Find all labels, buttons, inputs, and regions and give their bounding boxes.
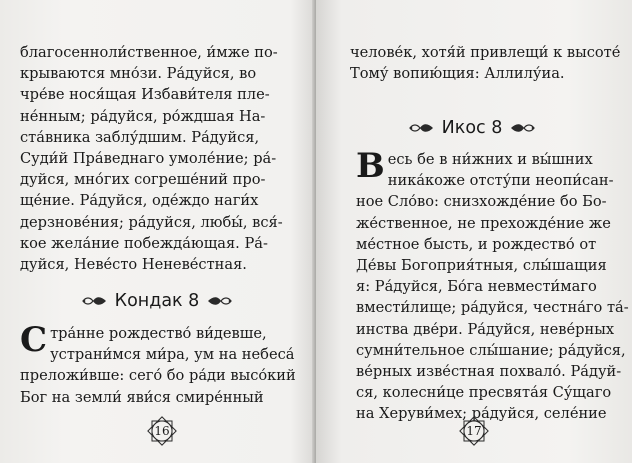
text-line: Бог на земли́ яви́ся смире́нный <box>20 388 264 406</box>
text-line: кое жела́ние побежда́ющая. Ра́- <box>20 234 268 252</box>
text-line: есь бе в ни́жних и вы́шних <box>387 151 593 168</box>
text-line: Тому́ вопию́щия: Аллилу́иа. <box>350 65 565 83</box>
text-line: ве́рных изве́стная похвало́. Ра́дуй- <box>356 362 622 380</box>
text-line: дерзнове́ния; ра́дуйся, любы́, вся́- <box>20 213 283 231</box>
text-line: преложи́вше: сего́ бо ра́ди высо́кий <box>20 367 296 385</box>
page-number-badge <box>457 414 491 448</box>
text-line: ме́стное бысть, и рождество́ от <box>356 235 597 253</box>
text-line: ще́ние. Ра́дуйся, оде́ждо наги́х <box>20 192 259 210</box>
text-line: дуйся, мно́гих согреше́ний про- <box>20 171 266 189</box>
right-ornament-icon <box>510 121 536 135</box>
text-line: я: Ра́дуйся, Бо́га невмести́маго <box>356 278 597 296</box>
left-ornament-icon <box>408 121 434 135</box>
ikos-title: Икос 8 <box>441 118 503 138</box>
right-text-bottom <box>356 146 629 424</box>
text-line: ся, колесни́це пресвята́я Су́щаго <box>356 384 612 402</box>
left-text-bottom <box>20 320 304 408</box>
page-number: 17 <box>466 424 482 438</box>
text-line: на Херуви́мех; ра́дуйся, селе́ние <box>356 405 607 423</box>
text-line: ное Сло́во: снизхожде́ние бо Бо- <box>356 193 607 211</box>
text-line: челове́к, хотя́й привлещи́ к высоте́ <box>350 44 621 61</box>
dropcap: С <box>20 320 48 360</box>
left-ornament-icon <box>81 294 107 308</box>
text-line: ста́вника заблу́дшим. Ра́дуйся, <box>20 128 260 146</box>
ikos-heading <box>390 115 554 141</box>
text-line: тра́нне рождество́ ви́девше, <box>50 325 267 342</box>
page-number-badge <box>145 414 179 448</box>
kondak-heading <box>72 288 242 314</box>
text-line: Де́вы Богоприя́тныя, слы́шащия <box>356 256 607 274</box>
text-line: вмести́лище; ра́дуйся, честна́го та́- <box>356 299 629 317</box>
text-line: крываются мно́зи. Ра́дуйся, во <box>20 65 257 83</box>
text-line: дуйся, Неве́сто Неневе́стная. <box>20 255 247 273</box>
page-number: 16 <box>154 424 170 438</box>
dropcap: В <box>356 146 385 186</box>
text-line: не́нным; ра́дуйся, ро́ждшая На- <box>20 107 266 125</box>
right-text-top <box>350 42 621 84</box>
text-line: инства две́ри. Ра́дуйся, неве́рных <box>356 320 615 338</box>
kondak-title: Кондак 8 <box>114 291 200 311</box>
right-page <box>316 0 632 463</box>
text-line: же́ственное, не прехожде́ние же <box>356 214 611 232</box>
text-line: сумни́тельное слы́шание; ра́дуйся, <box>356 341 626 359</box>
text-line: благосенноли́ственное, и́мже по- <box>20 44 278 61</box>
left-text-top <box>20 42 304 275</box>
text-line: Суди́й Пра́веднаго умоле́ние; ра́- <box>20 149 277 167</box>
text-line: устрани́мся ми́ра, ум на небеса́ <box>50 346 295 364</box>
right-ornament-icon <box>207 294 233 308</box>
text-line: чре́ве нося́щая Избави́теля пле- <box>20 86 270 104</box>
text-line: ника́коже отсту́пи неопи́сан- <box>387 172 614 190</box>
